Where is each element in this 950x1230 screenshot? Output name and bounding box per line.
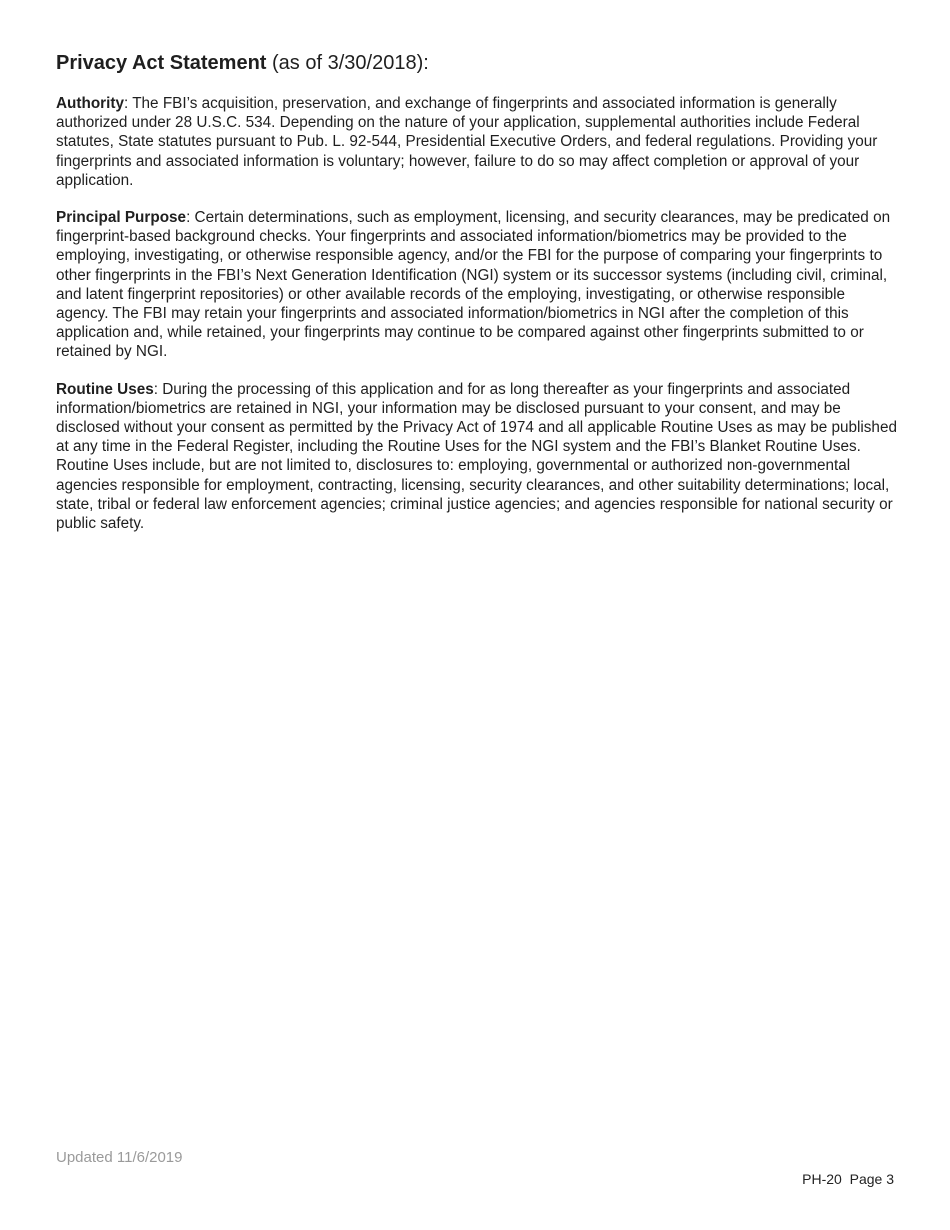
updated-date: Updated 11/6/2019 [56, 1149, 183, 1166]
routine-uses-paragraph [56, 380, 898, 534]
routine-uses-heading: Routine Uses [56, 380, 154, 398]
page-number: PH-20 Page 3 [802, 1171, 894, 1187]
principal-purpose-paragraph [56, 208, 898, 362]
authority-text: : The FBI’s acquisition, preservation, and exchange of fingerprints and associated information is generally authorized under 28 U.S.C. 534. Depending on the nature of your application, supplemental authorities include Federal statutes, State statutes pursuant to Pub. L. 92-544, Presidential Executive Orders, and federal regulations. Providing your fingerprints and associated information is voluntary; however, failure to do so may affect completion or approval of your application. [56, 95, 878, 189]
privacy-act-content [56, 94, 898, 551]
page-title-date: (as of 3/30/2018): [266, 52, 429, 74]
authority-paragraph [56, 94, 898, 190]
authority-heading: Authority [56, 95, 124, 112]
principal-purpose-heading: Principal Purpose [56, 209, 187, 227]
page-title [56, 50, 429, 76]
routine-uses-text: : During the processing of this application and for as long thereafter as your fingerprints and associated information/biometrics are retained in NGI, your information may be disclosed pursuant to your consent, and may be disclosed without your consent as permitted by the Privacy Act of 1974 and all applicable Routine Uses as may be published at any time in the Federal Register, including the Routine Uses for the NGI system and the FBI’s Blanket Routine Uses. Routine Uses include, but are not limited to, disclosures to: employing, governmental or authorized non-governmental agencies responsible for employment, contracting, licensing, security clearances, and other suitability determinations; local, state, tribal or federal law enforcement agencies; criminal justice agencies; and agencies responsible for national security or public safety. [56, 380, 897, 533]
page-title-bold: Privacy Act Statement [56, 52, 267, 74]
principal-purpose-text: : Certain determinations, such as employment, licensing, and security clearances, may be predicated on fingerprint-based background checks. Your fingerprints and associated information/biometrics may be provided to the employing, investigating, or otherwise responsible agency, and/or the FBI for the purpose of comparing your fingerprints to other fingerprints in the FBI’s Next Generation Identification (NGI) system or its successor systems (including civil, criminal, and latent fingerprint repositories) or other available records of the employing, investigating, or otherwise responsible agency. The FBI may retain your fingerprints and associated information/biometrics in NGI after the completion of this application and, while retained, your fingerprints may continue to be compared against other fingerprints submitted to or retained by NGI. [56, 209, 891, 361]
